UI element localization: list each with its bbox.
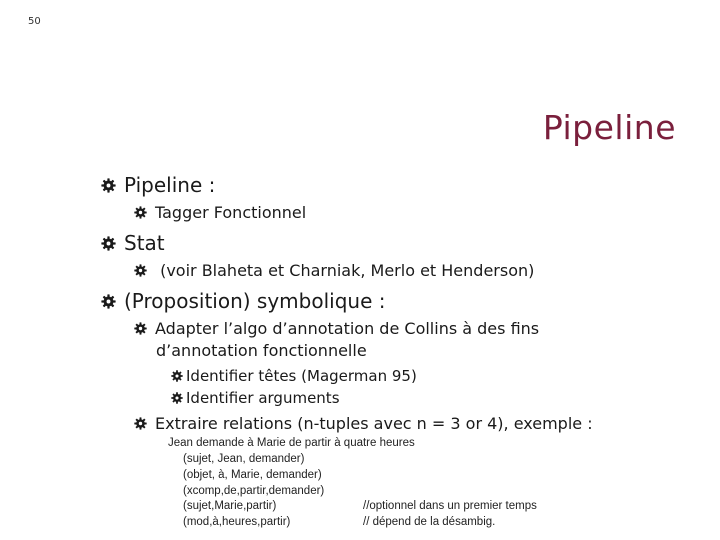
bullet-text: Tagger Fonctionnel (155, 203, 307, 222)
bullet-proposition (101, 289, 385, 313)
bullet-text: Adapter l’algo d’annotation de Collins à des fins (155, 319, 540, 338)
example-tuple: (objet, à, Marie, demander) (183, 469, 322, 481)
bullet-identifier-args (171, 389, 340, 407)
bullet-stat (101, 231, 165, 255)
bullet-text: Extraire relations (n-tuples avec n = 3 or 4), exemple : (155, 414, 593, 433)
example-tuple: (xcomp,de,partir,demander) (183, 485, 325, 497)
gear-bullet-icon (101, 294, 116, 309)
gear-bullet-icon (134, 264, 147, 277)
example-sentence: Jean demande à Marie de partir à quatre heures (168, 437, 415, 449)
gear-bullet-icon (134, 417, 147, 430)
example-tuple: (sujet,Marie,partir) (183, 500, 277, 512)
bullet-text: (Proposition) symbolique : (124, 289, 386, 313)
bullet-pipeline (101, 173, 215, 197)
bullet-text: Stat (124, 231, 165, 255)
slide-title: Pipeline (542, 108, 676, 147)
example-note: // dépend de la désambig. (363, 516, 496, 528)
example-tuple: (mod,à,heures,partir) (183, 516, 291, 528)
bullet-extraire (134, 414, 593, 433)
bullet-text: (voir Blaheta et Charniak, Merlo et Henderson) (155, 261, 535, 280)
bullet-adapter (134, 319, 539, 338)
page-number: 50 (28, 16, 41, 27)
example-note: //optionnel dans un premier temps (363, 500, 537, 512)
gear-bullet-icon (171, 392, 183, 404)
example-tuple: (sujet, Jean, demander) (183, 453, 305, 465)
gear-bullet-icon (134, 322, 147, 335)
gear-bullet-icon (101, 178, 116, 193)
gear-bullet-icon (171, 370, 183, 382)
bullet-adapter-continuation: d’annotation fonctionnelle (156, 341, 367, 360)
bullet-text: Identifier têtes (Magerman 95) (186, 367, 417, 385)
bullet-identifier-tetes (171, 367, 417, 385)
bullet-tagger (134, 203, 306, 222)
bullet-text: Pipeline : (124, 173, 216, 197)
bullet-voir (134, 261, 534, 280)
bullet-text: Identifier arguments (186, 389, 340, 407)
gear-bullet-icon (101, 236, 116, 251)
gear-bullet-icon (134, 206, 147, 219)
